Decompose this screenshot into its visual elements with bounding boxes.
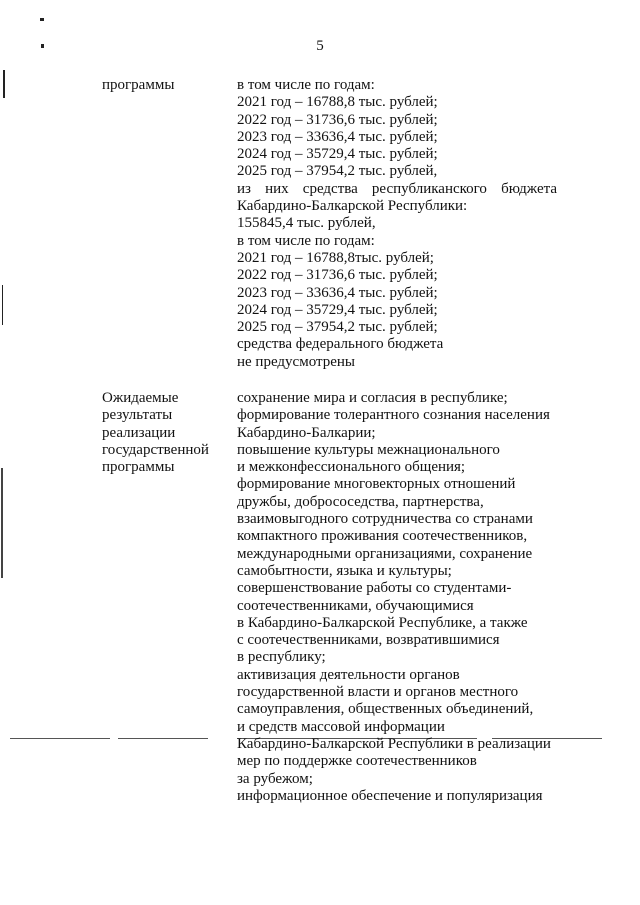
block1-line: 2023 год – 33636,4 тыс. рублей; [237, 284, 438, 301]
block2-line: Кабардино-Балкарской Республики в реализации [237, 735, 551, 752]
block2-line: дружбы, добрососедства, партнерства, [237, 493, 484, 510]
block1-line: в том числе по годам: [237, 232, 375, 249]
block2-line: формирование толерантного сознания населения [237, 407, 550, 424]
block1-line: 2022 год – 31736,6 тыс. рублей; [237, 267, 438, 284]
block1-line: не предусмотрены [237, 353, 356, 370]
block2-line: мер по поддержке соотечественников [237, 753, 477, 770]
block2-label-line: результаты [102, 407, 173, 424]
block1-line: 2021 год – 16788,8тыс. рублей; [237, 249, 434, 266]
scan-mark [3, 70, 5, 98]
block2-line: государственной власти и органов местного [237, 684, 519, 701]
block2-line: сохранение мира и согласия в республике; [237, 390, 508, 406]
block2-line: и межконфессионального общения; [237, 459, 466, 476]
block1-line: из них средства республиканского бюджета [237, 180, 557, 197]
block2-line: с соотечественниками, возвратившимися [237, 632, 500, 649]
block2-line: Кабардино-Балкарии; [237, 424, 376, 441]
block2-text [237, 390, 557, 805]
block1-line: 2024 год – 35729,4 тыс. рублей; [237, 301, 438, 318]
scan-mark [1, 468, 3, 578]
block2-line: компактного проживания соотечественников, [237, 528, 528, 545]
block2-label [102, 390, 232, 476]
block2-line: международными организациями, сохранение [237, 545, 533, 562]
block1-line: 2025 год – 37954,2 тыс. рублей; [237, 319, 438, 336]
scan-rule-line [10, 738, 110, 739]
block1-line: 155845,4 тыс. рублей, [237, 215, 376, 232]
block2-line: и средств массовой информации [237, 718, 445, 735]
block2-line: в Кабардино-Балкарской Республике, а также [237, 614, 528, 631]
block2-line: совершенствование работы со студентами- [237, 580, 512, 597]
block1-text [237, 77, 557, 371]
scan-mark [41, 44, 44, 48]
scan-mark [40, 18, 44, 21]
block1-line: 2021 год – 16788,8 тыс. рублей; [237, 94, 438, 111]
block2-label-line: реализации [102, 424, 176, 441]
block1-label-line: программы [102, 77, 175, 93]
scan-rule-line [118, 738, 208, 739]
block2-line: формирование многовекторных отношений [237, 476, 516, 493]
block2-line: повышение культуры межнационального [237, 441, 500, 458]
block1-line: 2023 год – 33636,4 тыс. рублей; [237, 128, 438, 145]
page-number: 5 [316, 38, 324, 54]
block2-line: активизация деятельности органов [237, 666, 460, 683]
block2-line: информационное обеспечение и популяризация [237, 787, 543, 804]
block1-line: в том числе по годам: [237, 77, 375, 93]
block1-label [102, 77, 232, 94]
block2-label-line: программы [102, 459, 175, 476]
block2-line: соотечественниками, обучающимися [237, 597, 474, 614]
block1-line: средства федерального бюджета [237, 336, 444, 353]
block2-line: самобытности, языка и культуры; [237, 562, 452, 579]
block2-label-line: Ожидаемые [102, 390, 179, 406]
scan-mark [2, 285, 3, 325]
block2-line: самоуправления, общественных объединений, [237, 701, 534, 718]
block1-line: 2025 год – 37954,2 тыс. рублей, [237, 163, 438, 180]
block1-line: 2024 год – 35729,4 тыс. рублей; [237, 146, 438, 163]
block1-line: 2022 год – 31736,6 тыс. рублей; [237, 111, 438, 128]
block2-line: за рубежом; [237, 770, 313, 787]
block2-line: в республику; [237, 649, 326, 666]
block1-line: Кабардино-Балкарской Республики: [237, 198, 468, 215]
block2-line: взаимовыгодного сотрудничества со странами [237, 511, 533, 528]
block2-label-line: государственной [102, 441, 209, 458]
